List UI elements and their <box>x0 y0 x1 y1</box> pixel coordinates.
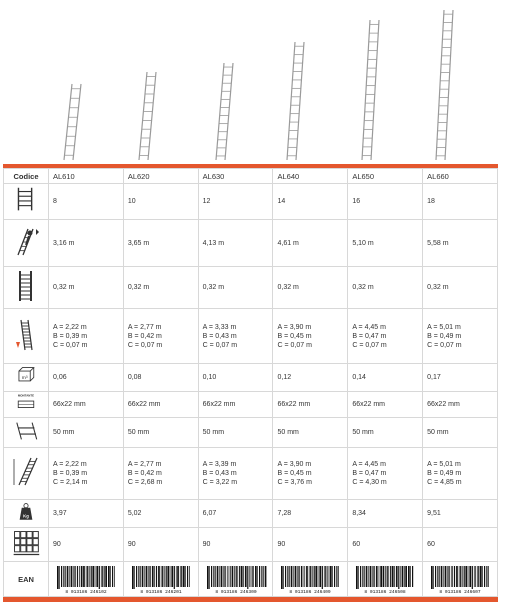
cell-AL620: 3,65 m <box>123 220 198 267</box>
cell-AL610: 3,16 m <box>49 220 124 267</box>
cell-line: B = 0,49 m <box>427 332 462 340</box>
ladder-illustrations <box>0 0 509 164</box>
cell-AL650: 0,32 m <box>348 267 423 309</box>
cell-AL630: 90 <box>198 528 273 562</box>
header-codice: Codice <box>4 169 49 184</box>
cell-AL660: 60 <box>423 528 498 562</box>
cell-line: A = 2,77 m <box>127 323 162 331</box>
volume-cube-icon <box>4 364 49 392</box>
cell-AL650: 5,10 m <box>348 220 423 267</box>
ean-label: EAN <box>4 562 49 597</box>
cell-AL610: 66x22 mm <box>49 392 124 418</box>
cell-AL640 <box>273 448 348 500</box>
ean-code-text: 8 013186 246300 <box>214 589 257 594</box>
cell-AL640: 0,32 m <box>273 267 348 309</box>
ean-code-text: 8 013186 246201 <box>140 589 182 594</box>
ean-cell-AL610 <box>49 562 124 597</box>
cell-line: C = 3,76 m <box>277 479 312 486</box>
cell-line: A = 5,01 m <box>427 461 461 468</box>
cell-line: C = 4,30 m <box>352 479 387 486</box>
spec-row-upright-profile <box>4 392 498 418</box>
cell-AL620: 10 <box>123 184 198 220</box>
spec-row-weight-kg <box>4 500 498 528</box>
model-AL610: AL610 <box>49 169 124 184</box>
cell-AL620 <box>123 448 198 500</box>
ean-cell-AL650 <box>348 562 423 597</box>
ladder-illustration-AL610 <box>64 84 81 160</box>
cell-AL650 <box>348 448 423 500</box>
cell-AL620: 90 <box>123 528 198 562</box>
ean-code-text: 8 013186 246409 <box>289 589 332 594</box>
cell-AL660: 50 mm <box>423 418 498 448</box>
cell-AL650 <box>348 309 423 364</box>
spec-row-ladder-height <box>4 220 498 267</box>
cell-line: A = 5,01 m <box>427 323 461 331</box>
cell-AL620: 5,02 <box>123 500 198 528</box>
cell-AL630: 4,13 m <box>198 220 273 267</box>
cell-AL660: 9,51 <box>423 500 498 528</box>
cell-AL660: 0,32 m <box>423 267 498 309</box>
pallet-quantity-icon <box>4 528 49 562</box>
cell-line: C = 0,07 m <box>127 341 163 349</box>
ladder-illustration-AL660 <box>436 10 453 160</box>
cell-line: C = 4,85 m <box>427 479 462 486</box>
cell-line: C = 2,68 m <box>127 479 163 486</box>
cell-line: A = 4,45 m <box>352 323 386 331</box>
cell-line: A = 3,33 m <box>202 323 237 331</box>
cell-AL650: 50 mm <box>348 418 423 448</box>
ean-code-text: 8 013186 246102 <box>65 589 107 594</box>
barcode-image <box>53 565 119 594</box>
cell-AL630: 0,10 <box>198 364 273 392</box>
cell-AL660 <box>423 309 498 364</box>
ladder-illustration-AL630 <box>216 63 233 160</box>
cell-line: C = 0,07 m <box>202 341 238 349</box>
header-row <box>4 169 498 184</box>
model-AL630: AL630 <box>198 169 273 184</box>
ean-code-text: 8 013186 246508 <box>364 589 406 594</box>
cell-AL630: 66x22 mm <box>198 392 273 418</box>
product-spec-table <box>3 164 498 602</box>
model-AL640: AL640 <box>273 169 348 184</box>
cell-AL620: 0,32 m <box>123 267 198 309</box>
spec-row-packaging-dimensions <box>4 448 498 500</box>
spec-row-ladder-dimensions <box>4 309 498 364</box>
spec-table <box>3 168 498 597</box>
spec-row-volume-cube <box>4 364 498 392</box>
cell-AL620: 50 mm <box>123 418 198 448</box>
cell-AL640 <box>273 309 348 364</box>
ladder-width-icon <box>4 267 49 309</box>
cell-AL630: 12 <box>198 184 273 220</box>
cell-line: C = 0,07 m <box>277 341 312 349</box>
cell-AL620: 0,08 <box>123 364 198 392</box>
cell-line: B = 0,42 m <box>127 470 162 477</box>
cell-line: C = 2,14 m <box>53 479 88 486</box>
cell-AL640: 7,28 <box>273 500 348 528</box>
accent-bar-bottom <box>3 597 498 602</box>
ladder-height-icon <box>4 220 49 267</box>
cell-line: C = 0,07 m <box>352 341 387 349</box>
barcode-image <box>128 565 194 594</box>
cell-AL630 <box>198 448 273 500</box>
cell-line: C = 0,07 m <box>53 341 88 349</box>
cell-AL620 <box>123 309 198 364</box>
cell-AL660 <box>423 448 498 500</box>
ean-cell-AL660 <box>423 562 498 597</box>
cell-line: A = 2,22 m <box>53 323 87 331</box>
cell-line: B = 0,49 m <box>427 470 462 477</box>
model-AL620: AL620 <box>123 169 198 184</box>
upright-profile-icon <box>4 392 49 418</box>
cell-line: B = 0,45 m <box>277 332 312 340</box>
cell-AL650: 0,14 <box>348 364 423 392</box>
cell-line: A = 3,90 m <box>277 323 312 331</box>
ladder-illustration-AL620 <box>139 72 156 160</box>
cell-AL660: 0,17 <box>423 364 498 392</box>
cell-line: B = 0,43 m <box>202 470 237 477</box>
ean-code-text: 8 013186 246607 <box>439 589 481 594</box>
cell-AL650: 16 <box>348 184 423 220</box>
spec-row-ladder-width <box>4 267 498 309</box>
svg-text:m³: m³ <box>21 375 28 381</box>
cell-AL640: 0,12 <box>273 364 348 392</box>
cell-AL650: 66x22 mm <box>348 392 423 418</box>
cell-line: A = 4,45 m <box>352 461 386 468</box>
model-AL660: AL660 <box>423 169 498 184</box>
cell-line: B = 0,39 m <box>53 332 88 340</box>
cell-AL610: 0,32 m <box>49 267 124 309</box>
cell-AL640: 4,61 m <box>273 220 348 267</box>
cell-AL640: 14 <box>273 184 348 220</box>
cell-line: A = 3,90 m <box>277 461 312 468</box>
cell-AL610: 3,97 <box>49 500 124 528</box>
cell-AL640: 66x22 mm <box>273 392 348 418</box>
cell-line: B = 0,47 m <box>352 332 387 340</box>
spec-row-rung-profile <box>4 418 498 448</box>
cell-AL630: 50 mm <box>198 418 273 448</box>
cell-line: B = 0,42 m <box>127 332 162 340</box>
cell-line: B = 0,43 m <box>202 332 237 340</box>
cell-AL660: 5,58 m <box>423 220 498 267</box>
ladder-illustration-AL640 <box>287 42 304 160</box>
cell-line: B = 0,47 m <box>352 470 387 477</box>
weight-kg-icon <box>4 500 49 528</box>
cell-AL660: 66x22 mm <box>423 392 498 418</box>
cell-line: A = 2,22 m <box>53 461 87 468</box>
rung-profile-icon <box>4 418 49 448</box>
cell-AL640: 50 mm <box>273 418 348 448</box>
cell-AL610 <box>49 309 124 364</box>
ean-cell-AL620 <box>123 562 198 597</box>
spec-row-ladder-steps <box>4 184 498 220</box>
cell-AL610: 0,06 <box>49 364 124 392</box>
barcode-image <box>203 565 269 594</box>
svg-text:MONTANTE: MONTANTE <box>17 393 35 398</box>
cell-AL630 <box>198 309 273 364</box>
cell-AL610 <box>49 448 124 500</box>
ean-row <box>4 562 498 597</box>
packaging-dimensions-icon <box>4 448 49 500</box>
ladder-dimensions-icon <box>4 309 49 364</box>
ean-cell-AL630 <box>198 562 273 597</box>
model-AL650: AL650 <box>348 169 423 184</box>
cell-AL610: 90 <box>49 528 124 562</box>
barcode-image <box>277 565 343 594</box>
cell-AL610: 50 mm <box>49 418 124 448</box>
cell-AL620: 66x22 mm <box>123 392 198 418</box>
cell-line: B = 0,45 m <box>277 470 312 477</box>
cell-line: C = 3,22 m <box>202 479 238 486</box>
cell-line: B = 0,39 m <box>53 470 88 477</box>
cell-AL660: 18 <box>423 184 498 220</box>
cell-line: A = 3,39 m <box>202 461 237 468</box>
cell-AL650: 8,34 <box>348 500 423 528</box>
spec-row-pallet-quantity <box>4 528 498 562</box>
cell-line: A = 2,77 m <box>127 461 162 468</box>
ladder-steps-icon <box>4 184 49 220</box>
ean-cell-AL640 <box>273 562 348 597</box>
cell-AL630: 6,07 <box>198 500 273 528</box>
cell-AL650: 60 <box>348 528 423 562</box>
svg-text:Kg: Kg <box>23 513 29 519</box>
cell-AL640: 90 <box>273 528 348 562</box>
cell-AL630: 0,32 m <box>198 267 273 309</box>
ladder-illustration-AL650 <box>362 20 379 160</box>
cell-AL610: 8 <box>49 184 124 220</box>
barcode-image <box>427 565 493 594</box>
cell-line: C = 0,07 m <box>427 341 462 349</box>
barcode-image <box>352 565 418 594</box>
